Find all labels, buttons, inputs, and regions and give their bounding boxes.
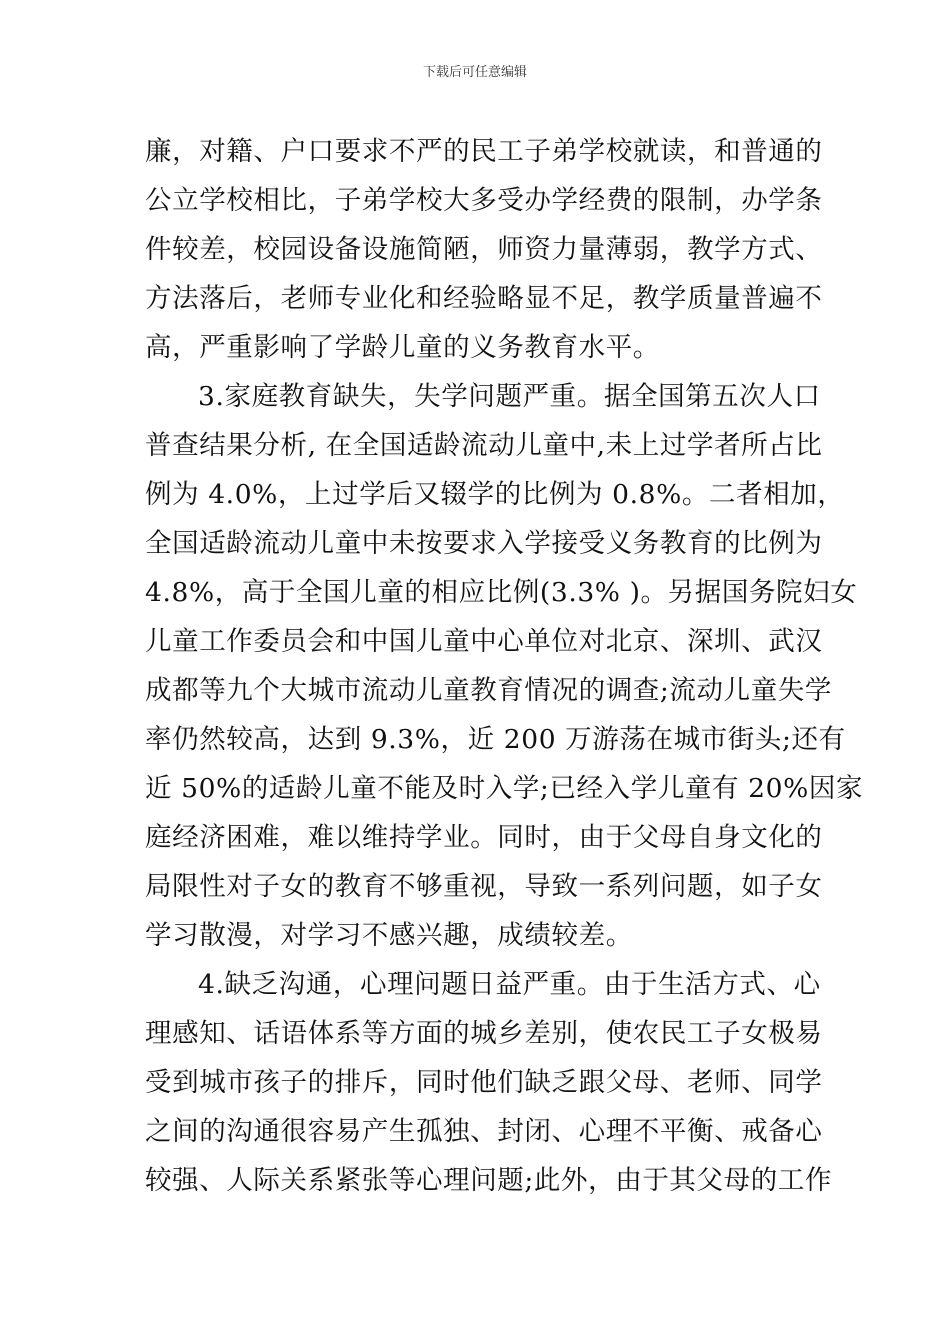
text-line: 4.缺乏沟通，心理问题日益严重。由于生活方式、心 [198,969,821,1000]
text-line: 件较差，校园设备设施简陋，师资力量薄弱，教学方式、 [145,234,823,265]
text-line: 较强、人际关系紧张等心理问题;此外，由于其父母的工作 [145,1165,833,1196]
text-line: 方法落后，老师专业化和经验略显不足，教学质量普遍不 [145,283,823,314]
text-line: 儿童工作委员会和中国儿童中心单位对北京、深圳、武汉 [145,626,823,657]
text-line: 成都等九个大城市流动儿童教育情况的调查;流动儿童失学 [145,675,833,706]
paragraph-2 [145,372,864,960]
text-line: 近 50%的适龄儿童不能及时入学;已经入学儿童有 20%因家 [145,773,864,804]
paragraph-3 [145,960,833,1205]
text-line: 普查结果分析, 在全国适龄流动儿童中,未上过学者所占比 [145,430,823,461]
text-line: 全国适龄流动儿童中未按要求入学接受义务教育的比例为 [145,528,823,559]
paragraph-1 [145,127,823,372]
text-line: 例为 4.0%，上过学后又辍学的比例为 0.8%。二者相加， [145,479,845,510]
text-line: 受到城市孩子的排斥，同时他们缺乏跟父母、老师、同学 [145,1067,823,1098]
text-line: 3.家庭教育缺失，失学问题严重。据全国第五次人口 [198,381,821,412]
text-line: 之间的沟通很容易产生孤独、封闭、心理不平衡、戒备心 [145,1116,823,1147]
text-line: 高，严重影响了学龄儿童的义务教育水平。 [145,332,660,363]
text-line: 廉，对籍、户口要求不严的民工子弟学校就读，和普通的 [145,136,823,167]
text-line: 理感知、话语体系等方面的城乡差别，使农民工子女极易 [145,1018,823,1049]
text-line: 局限性对子女的教育不够重视，导致一系列问题，如子女 [145,871,823,902]
page-header: 下载后可任意编辑 [422,65,527,80]
text-line: 庭经济困难，难以维持学业。同时，由于父母自身文化的 [145,822,823,853]
text-line: 率仍然较高，达到 9.3%，近 200 万游荡在城市街头;还有 [145,724,846,755]
text-line: 学习散漫，对学习不感兴趣，成绩较差。 [145,920,633,951]
document-body [145,127,864,1205]
text-line: 4.8%，高于全国儿童的相应比例(3.3% )。另据国务院妇女 [145,577,858,608]
text-line: 公立学校相比，子弟学校大多受办学经费的限制，办学条 [145,185,823,216]
